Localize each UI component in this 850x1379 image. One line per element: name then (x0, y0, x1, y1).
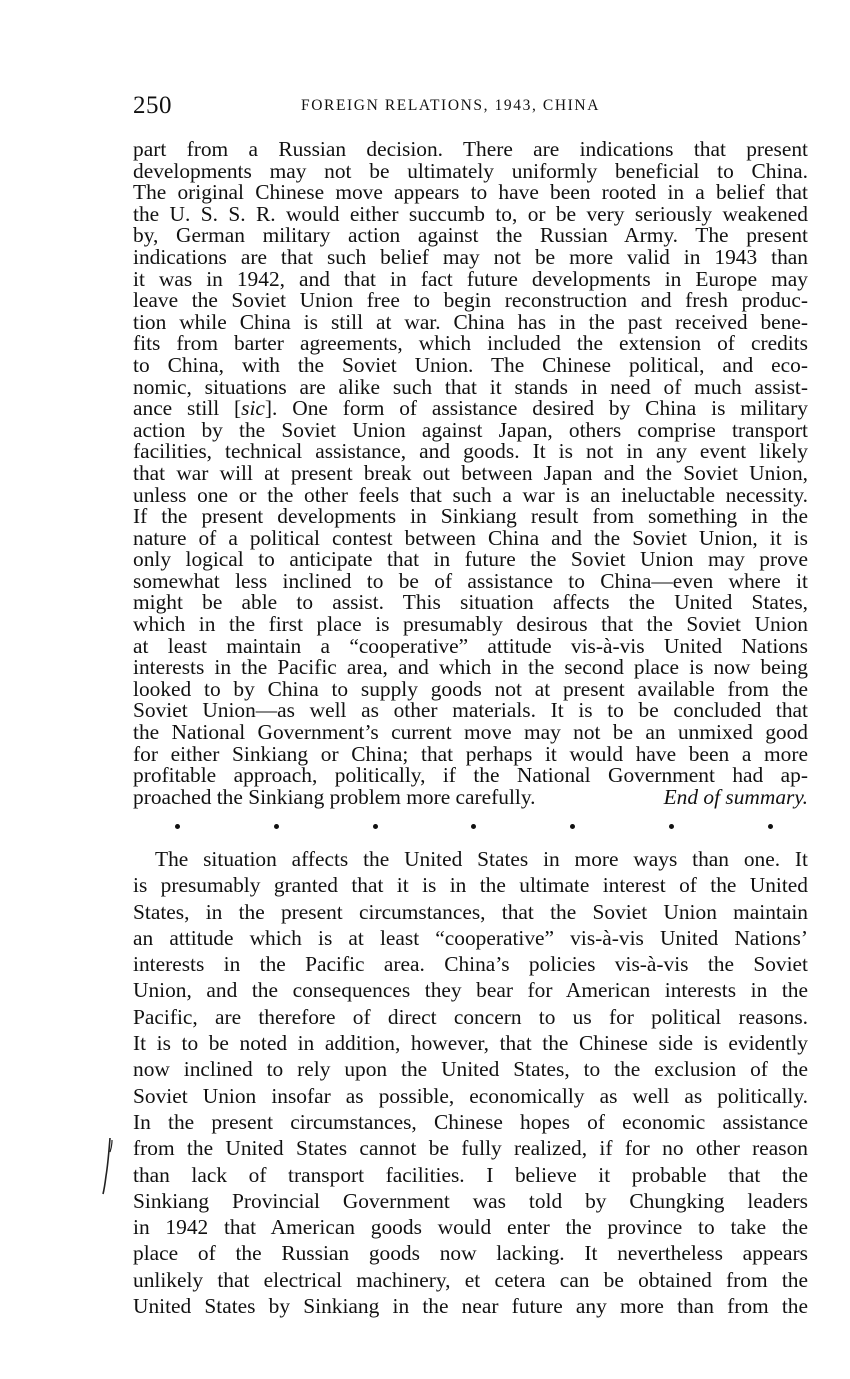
ellipsis-dot (669, 824, 674, 829)
body-line: place of the Russian goods now lacking. It nevertheless appears (133, 1241, 808, 1266)
summary-line-sic (133, 398, 808, 420)
body-line: In the present circumstances, Chinese hopes of economic assistance (133, 1109, 808, 1134)
summary-line: unless one or the other feels that such a war is an ineluctable necessity. (133, 482, 808, 507)
summary-line: nature of a political contest between China and the Soviet Union, it is (133, 525, 808, 550)
body-paragraph (133, 846, 808, 1319)
ellipsis-dot (274, 824, 279, 829)
summary-line: facilities, technical assistance, and goods. It is not in any event likely (133, 439, 808, 464)
body-line: The situation affects the United States in more ways than one. It (155, 847, 808, 871)
summary-line: which in the first place is presumably desirous that the Soviet Union (133, 612, 808, 637)
body-line: is presumably granted that it is in the ultimate interest of the United (133, 873, 808, 898)
body-line: Pacific, are therefore of direct concern to us for political reasons. (133, 1004, 808, 1029)
sic-after: ]. One form of assistance desired by China is military (264, 396, 808, 421)
summary-block (133, 139, 808, 808)
body-line: in 1942 that American goods would enter the province to take the (133, 1215, 808, 1240)
body-line: from the United States cannot be fully realized, if for no other reason (133, 1136, 808, 1161)
body-line: now inclined to rely upon the United States, to the exclusion of the (133, 1057, 808, 1082)
ellipsis-dot (471, 824, 476, 829)
body-line: interests in the Pacific area. China’s policies vis-à-vis the Soviet (133, 952, 808, 977)
body-line: It is to be noted in addition, however, that the Chinese side is evidently (133, 1031, 808, 1056)
summary-closing-text: proached the Sinkiang problem more carefully. (133, 784, 536, 809)
body-line: States, in the present circumstances, that the Soviet Union maintain (133, 899, 808, 924)
summary-line: it was in 1942, and that in fact future developments in Europe may (133, 266, 808, 291)
summary-line: only logical to anticipate that in future the Soviet Union may prove (133, 547, 808, 572)
summary-line: The original Chinese move appears to have been rooted in a belief that (133, 180, 808, 205)
summary-line: indications are that such belief may not be more valid in 1943 than (133, 244, 808, 269)
body-line: Soviet Union insofar as possible, economically as well as politically. (133, 1083, 808, 1108)
summary-line: developments may not be ultimately uniformly beneficial to China. (133, 158, 808, 183)
summary-line: that war will at present break out between Japan and the Soviet Union, (133, 460, 808, 485)
summary-last-line (133, 784, 808, 809)
handwritten-margin-mark (100, 1136, 116, 1196)
summary-line: at least maintain a “cooperative” attitude vis-à-vis United Nations (133, 633, 808, 658)
summary-line: the National Government’s current move may not be an unmixed good (133, 720, 808, 745)
body-line: unlikely that electrical machinery, et cetera can be obtained from the (133, 1267, 808, 1292)
summary-line: nomic, situations are alike such that it stands in need of much assist- (133, 374, 808, 399)
ellipsis-dot (175, 824, 180, 829)
body-line: Sinkiang Provincial Government was told by Chungking leaders (133, 1188, 808, 1213)
summary-line: by, German military action against the Russian Army. The present (133, 223, 808, 248)
ellipsis-dot (570, 824, 575, 829)
omission-dots (175, 818, 773, 834)
sic-marker: sic (241, 396, 265, 421)
summary-line: to China, with the Soviet Union. The Chinese political, and eco- (133, 352, 808, 377)
ellipsis-dot (768, 824, 773, 829)
summary-line: interests in the Pacific area, and which in the second place is now being (133, 655, 808, 680)
summary-line: the U. S. S. R. would either succumb to, or be very seriously weakened (133, 201, 808, 226)
body-line: than lack of transport facilities. I believe it probable that the (133, 1162, 808, 1187)
body-line: Union, and the consequences they bear for American interests in the (133, 978, 808, 1003)
summary-line: Soviet Union—as well as other materials. It is to be concluded that (133, 698, 808, 723)
summary-line: tion while China is still at war. China has in the past received bene- (133, 309, 808, 334)
body-line: an attitude which is at least “cooperative” vis-à-vis United Nations’ (133, 925, 808, 950)
summary-line: part from a Russian decision. There are indications that present (133, 137, 808, 161)
page-header (133, 92, 808, 120)
end-of-summary: End of summary. (663, 784, 808, 809)
summary-line: fits from barter agreements, which included the extension of credits (133, 331, 808, 356)
summary-line: somewhat less inclined to be of assistance to China—even where it (133, 568, 808, 593)
summary-line: for either Sinkiang or China; that perhaps it would have been a more (133, 741, 808, 766)
page-number: 250 (133, 92, 172, 119)
summary-line: might be able to assist. This situation affects the United States, (133, 590, 808, 615)
summary-line: action by the Soviet Union against Japan, others comprise transport (133, 417, 808, 442)
summary-line: looked to by China to supply goods not at present available from the (133, 676, 808, 701)
summary-line: If the present developments in Sinkiang result from something in the (133, 504, 808, 529)
sic-before: ance still [ (133, 396, 242, 421)
summary-line: profitable approach, politically, if the National Government had ap- (133, 763, 808, 788)
running-title: FOREIGN RELATIONS, 1943, CHINA (301, 97, 601, 114)
body-line: United States by Sinkiang in the near future any more than from the (133, 1294, 808, 1319)
ellipsis-dot (373, 824, 378, 829)
summary-line: leave the Soviet Union free to begin reconstruction and fresh produc- (133, 288, 808, 313)
